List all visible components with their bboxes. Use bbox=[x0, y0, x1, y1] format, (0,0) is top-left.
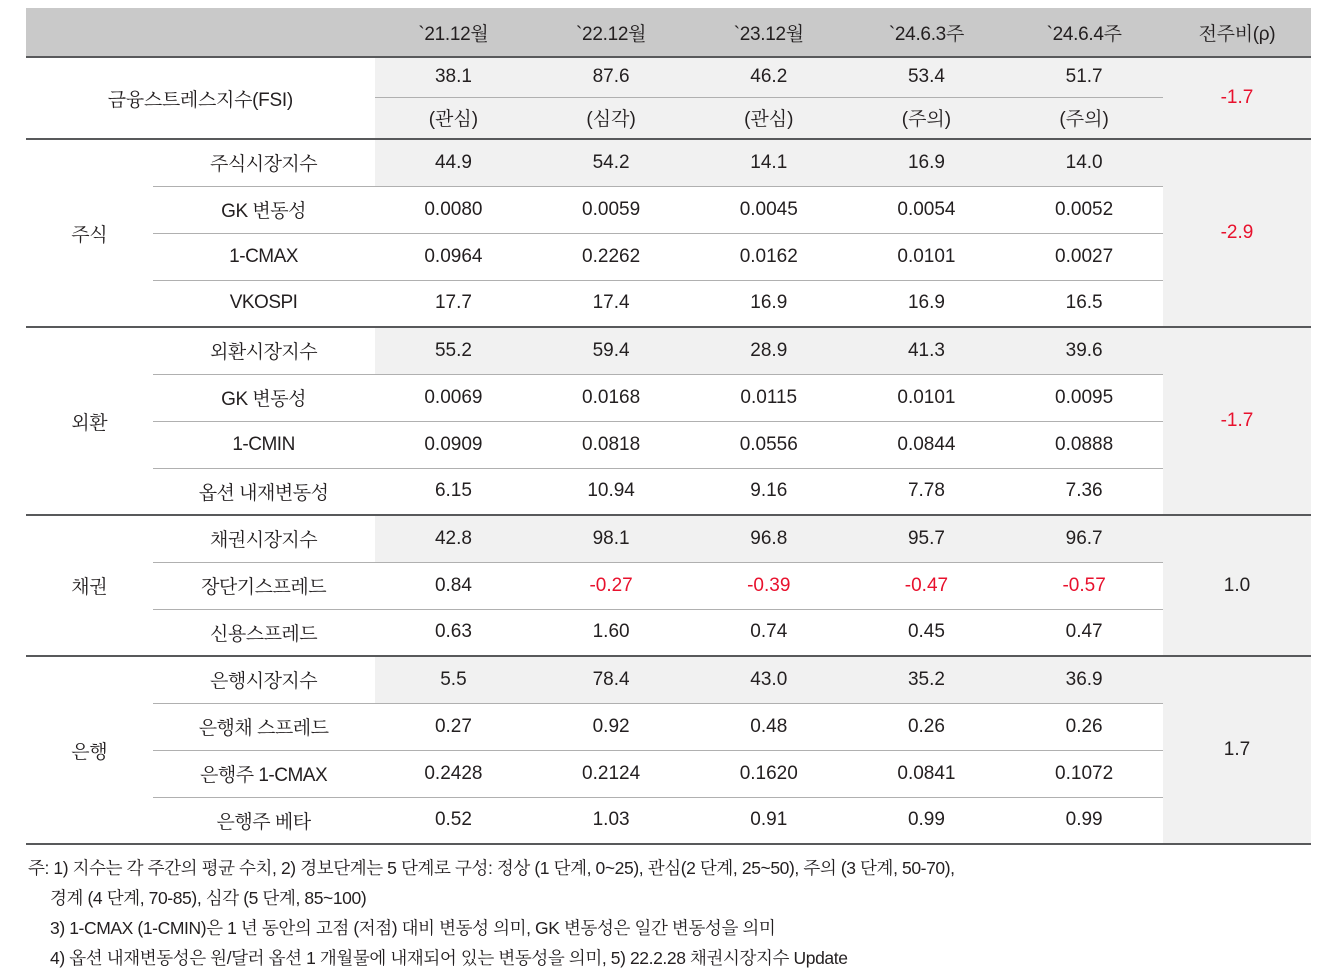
table-row bbox=[26, 750, 1311, 797]
table-row bbox=[26, 703, 1311, 750]
cell: 0.27 bbox=[375, 703, 533, 750]
fsi-table-page bbox=[0, 8, 1337, 969]
fsi-level-0: (관심) bbox=[375, 97, 533, 139]
cell: -0.57 bbox=[1005, 562, 1163, 609]
cell: 0.1072 bbox=[1005, 750, 1163, 797]
row-item-label: 은행시장지수 bbox=[153, 656, 375, 703]
cell: 0.0045 bbox=[690, 186, 848, 233]
row-item-label: 외환시장지수 bbox=[153, 327, 375, 374]
cell: 0.1620 bbox=[690, 750, 848, 797]
cell: 78.4 bbox=[532, 656, 690, 703]
cell: 98.1 bbox=[532, 515, 690, 562]
cell: 7.36 bbox=[1005, 468, 1163, 515]
cell: 0.0556 bbox=[690, 421, 848, 468]
footnote-line: 4) 옵션 내재변동성은 원/달러 옵션 1 개월물에 내재되어 있는 변동성을 의미, 5) 22.2.28 채권시장지수 Update bbox=[50, 948, 848, 969]
cell: 0.26 bbox=[848, 703, 1006, 750]
row-item-label: 은행주 1-CMAX bbox=[153, 750, 375, 797]
cell: 0.0069 bbox=[375, 374, 533, 421]
fsi-wow: -1.7 bbox=[1163, 57, 1311, 139]
group-wow-bank: 1.7 bbox=[1163, 656, 1311, 844]
table-row bbox=[26, 139, 1311, 186]
group-wow-stock: -2.9 bbox=[1163, 139, 1311, 327]
cell: 0.0844 bbox=[848, 421, 1006, 468]
table-row bbox=[26, 421, 1311, 468]
cell: 0.0841 bbox=[848, 750, 1006, 797]
cell: 16.5 bbox=[1005, 280, 1163, 327]
footnote-line: 3) 1-CMAX (1-CMIN)은 1 년 동안의 고점 (저점) 대비 변동성 의미, GK 변동성은 일간 변동성을 의미 bbox=[50, 918, 776, 939]
cell: 0.0101 bbox=[848, 233, 1006, 280]
header-col-1: `22.12월 bbox=[532, 8, 690, 57]
cell: 0.63 bbox=[375, 609, 533, 656]
cell: 0.0052 bbox=[1005, 186, 1163, 233]
cell: 39.6 bbox=[1005, 327, 1163, 374]
table-row bbox=[26, 797, 1311, 844]
fsi-label: 금융스트레스지수(FSI) bbox=[26, 57, 375, 139]
cell: 43.0 bbox=[690, 656, 848, 703]
cell: 0.26 bbox=[1005, 703, 1163, 750]
table-row bbox=[26, 468, 1311, 515]
cell: 0.2124 bbox=[532, 750, 690, 797]
cell: 0.0101 bbox=[848, 374, 1006, 421]
cell: 17.4 bbox=[532, 280, 690, 327]
row-item-label: 옵션 내재변동성 bbox=[153, 468, 375, 515]
cell: 0.99 bbox=[1005, 797, 1163, 844]
cell: -0.47 bbox=[848, 562, 1006, 609]
cell: 0.45 bbox=[848, 609, 1006, 656]
table-row bbox=[26, 515, 1311, 562]
cell: 0.2262 bbox=[532, 233, 690, 280]
table-row bbox=[26, 656, 1311, 703]
row-item-label: 은행채 스프레드 bbox=[153, 703, 375, 750]
group-label-bank: 은행 bbox=[26, 656, 153, 844]
row-item-label: GK 변동성 bbox=[153, 374, 375, 421]
financial-stress-index-table bbox=[26, 8, 1311, 845]
cell: 0.0888 bbox=[1005, 421, 1163, 468]
group-wow-fx: -1.7 bbox=[1163, 327, 1311, 515]
cell: 0.0115 bbox=[690, 374, 848, 421]
cell: 36.9 bbox=[1005, 656, 1163, 703]
cell: 96.8 bbox=[690, 515, 848, 562]
header-col-2: `23.12월 bbox=[690, 8, 848, 57]
header-col-0: `21.12월 bbox=[375, 8, 533, 57]
cell: 35.2 bbox=[848, 656, 1006, 703]
cell: 9.16 bbox=[690, 468, 848, 515]
cell: 1.60 bbox=[532, 609, 690, 656]
table-body bbox=[26, 57, 1311, 844]
table-row bbox=[26, 609, 1311, 656]
row-item-label: VKOSPI bbox=[153, 280, 375, 327]
cell: 5.5 bbox=[375, 656, 533, 703]
fsi-value-3: 53.4 bbox=[848, 57, 1006, 97]
group-label-fx: 외환 bbox=[26, 327, 153, 515]
fsi-level-1: (심각) bbox=[532, 97, 690, 139]
row-item-label: 1-CMIN bbox=[153, 421, 375, 468]
cell: -0.39 bbox=[690, 562, 848, 609]
header-col-wow: 전주비(ρ) bbox=[1163, 8, 1311, 57]
cell: 0.91 bbox=[690, 797, 848, 844]
cell: 0.0168 bbox=[532, 374, 690, 421]
cell: 14.1 bbox=[690, 139, 848, 186]
table-footnotes bbox=[28, 853, 1309, 973]
cell: 16.9 bbox=[848, 280, 1006, 327]
cell: 0.0027 bbox=[1005, 233, 1163, 280]
cell: 1.03 bbox=[532, 797, 690, 844]
row-item-label: 1-CMAX bbox=[153, 233, 375, 280]
cell: 16.9 bbox=[690, 280, 848, 327]
footnote-line: 주: 1) 지수는 각 주간의 평균 수치, 2) 경보단계는 5 단계로 구성: 정상 (1 단계, 0~25), 관심(2 단계, 25~50), 주의 (3 단계, 50-70), bbox=[28, 858, 955, 878]
cell: 55.2 bbox=[375, 327, 533, 374]
group-label-bond: 채권 bbox=[26, 515, 153, 656]
cell: 42.8 bbox=[375, 515, 533, 562]
header-col-4: `24.6.4주 bbox=[1005, 8, 1163, 57]
cell: 0.0059 bbox=[532, 186, 690, 233]
table-row bbox=[26, 562, 1311, 609]
cell: 96.7 bbox=[1005, 515, 1163, 562]
cell: 0.74 bbox=[690, 609, 848, 656]
row-item-label: 채권시장지수 bbox=[153, 515, 375, 562]
cell: 95.7 bbox=[848, 515, 1006, 562]
fsi-value-4: 51.7 bbox=[1005, 57, 1163, 97]
fsi-level-3: (주의) bbox=[848, 97, 1006, 139]
footnote-line: 경계 (4 단계, 70-85), 심각 (5 단계, 85~100) bbox=[50, 888, 367, 909]
fsi-value-0: 38.1 bbox=[375, 57, 533, 97]
table-row bbox=[26, 327, 1311, 374]
table-header bbox=[26, 8, 1311, 57]
cell: 7.78 bbox=[848, 468, 1006, 515]
group-wow-bond: 1.0 bbox=[1163, 515, 1311, 656]
table-row bbox=[26, 374, 1311, 421]
cell: 41.3 bbox=[848, 327, 1006, 374]
cell: 0.0964 bbox=[375, 233, 533, 280]
cell: 0.0080 bbox=[375, 186, 533, 233]
group-label-stock: 주식 bbox=[26, 139, 153, 327]
cell: 0.99 bbox=[848, 797, 1006, 844]
cell: 0.2428 bbox=[375, 750, 533, 797]
cell: 28.9 bbox=[690, 327, 848, 374]
fsi-level-4: (주의) bbox=[1005, 97, 1163, 139]
cell: 44.9 bbox=[375, 139, 533, 186]
cell: 6.15 bbox=[375, 468, 533, 515]
row-item-label: GK 변동성 bbox=[153, 186, 375, 233]
row-item-label: 장단기스프레드 bbox=[153, 562, 375, 609]
cell: 0.48 bbox=[690, 703, 848, 750]
row-item-label: 신용스프레드 bbox=[153, 609, 375, 656]
cell: 0.0818 bbox=[532, 421, 690, 468]
header-corner bbox=[26, 8, 375, 57]
cell: 0.52 bbox=[375, 797, 533, 844]
fsi-level-2: (관심) bbox=[690, 97, 848, 139]
cell: 17.7 bbox=[375, 280, 533, 327]
row-item-label: 주식시장지수 bbox=[153, 139, 375, 186]
cell: 0.0162 bbox=[690, 233, 848, 280]
fsi-value-1: 87.6 bbox=[532, 57, 690, 97]
cell: 0.92 bbox=[532, 703, 690, 750]
cell: 0.0095 bbox=[1005, 374, 1163, 421]
table-row bbox=[26, 233, 1311, 280]
fsi-value-2: 46.2 bbox=[690, 57, 848, 97]
table-row bbox=[26, 280, 1311, 327]
cell: 59.4 bbox=[532, 327, 690, 374]
cell: 10.94 bbox=[532, 468, 690, 515]
cell: 0.0909 bbox=[375, 421, 533, 468]
cell: 0.84 bbox=[375, 562, 533, 609]
cell: 16.9 bbox=[848, 139, 1006, 186]
cell: 14.0 bbox=[1005, 139, 1163, 186]
table-row bbox=[26, 57, 1311, 97]
cell: 54.2 bbox=[532, 139, 690, 186]
cell: 0.47 bbox=[1005, 609, 1163, 656]
table-row bbox=[26, 186, 1311, 233]
row-item-label: 은행주 베타 bbox=[153, 797, 375, 844]
header-col-3: `24.6.3주 bbox=[848, 8, 1006, 57]
cell: 0.0054 bbox=[848, 186, 1006, 233]
cell: -0.27 bbox=[532, 562, 690, 609]
